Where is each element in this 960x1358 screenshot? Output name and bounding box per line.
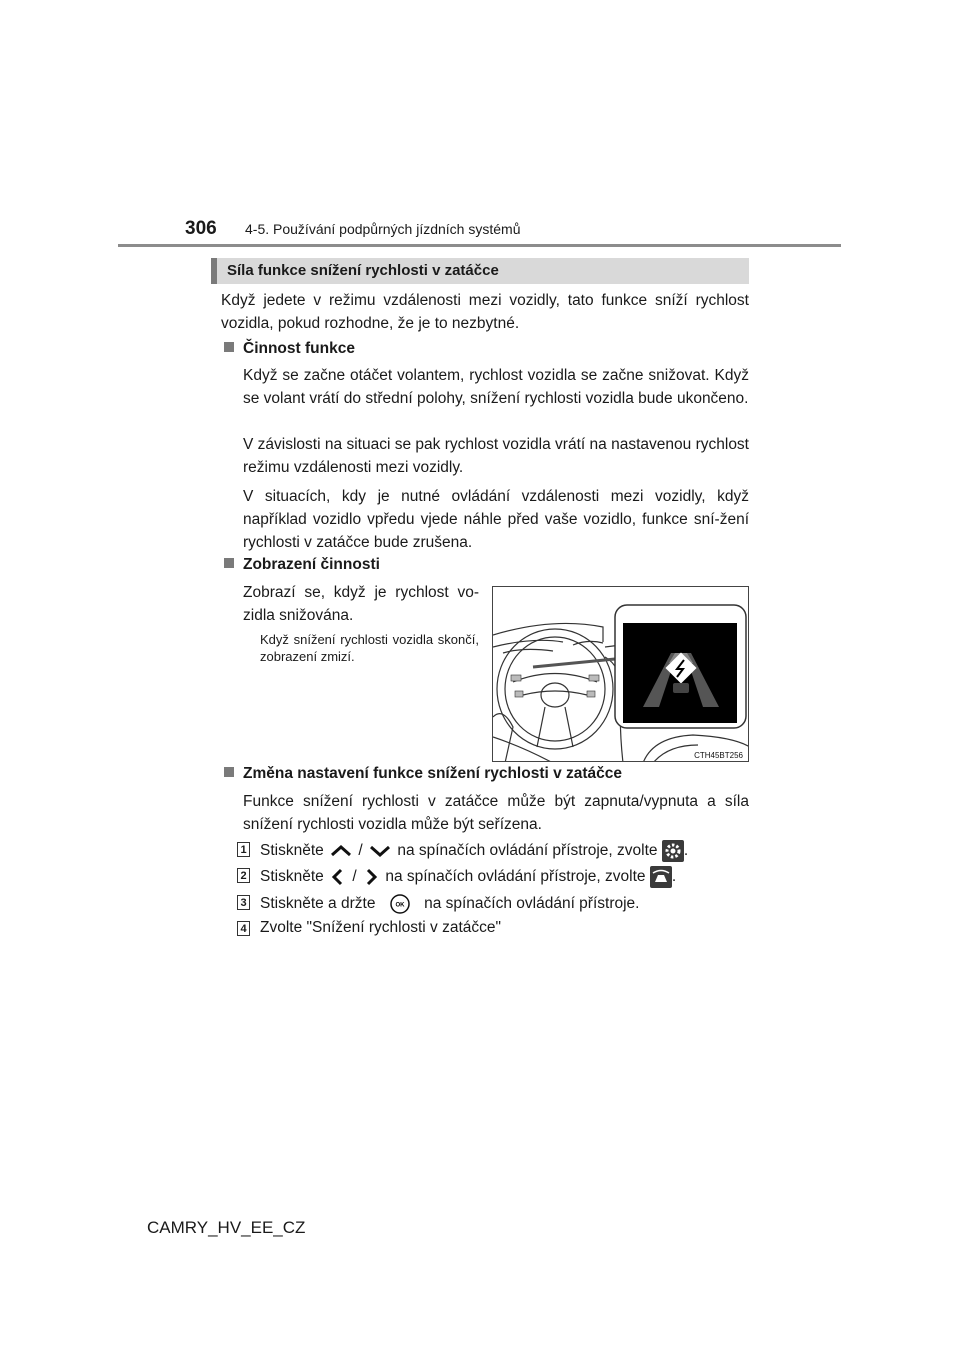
chevron-up-icon [328, 843, 354, 859]
svg-text:OK: OK [395, 902, 405, 909]
paragraph: Zobrazí se, když je rychlost vo-zidla snižována. [243, 584, 479, 624]
step-number: 3 [237, 895, 250, 910]
paragraph: V situacích, kdy je nutné ovládání vzdálenosti mezi vozidly, když například vozidlo vpředu vjede náhle před vaše vozidlo, funkce sní-žení rychlosti v zatáčce bude zrušena. [243, 488, 749, 551]
section-heading-text: Síla funkce snížení rychlosti v zatáčce [227, 262, 499, 279]
bullet-square-icon [224, 767, 234, 777]
paragraph: Funkce snížení rychlosti v zatáčce může být zapnuta/vypnuta a síla snížení rychlosti vozidla může být seřízena. [243, 793, 749, 833]
subheading-settings: Změna nastavení funkce snížení rychlosti v zatáčce [224, 765, 622, 783]
step-number: 2 [237, 868, 250, 883]
chevron-right-icon [361, 867, 381, 887]
chevron-down-icon [367, 843, 393, 859]
subheading-operation: Činnost funkce [224, 340, 355, 358]
page-number: 306 [185, 218, 217, 239]
paragraph: V závislosti na situaci se pak rychlost vozidla vrátí na nastavenou rychlost režimu vzdálenosti mezi vozidly. [243, 436, 749, 476]
paragraph: Když se začne otáčet volantem, rychlost vozidla se začne snižovat. Když se volant vrátí do střední polohy, snížení rychlosti vozidla bude ukončeno. [243, 367, 749, 407]
figure-code: CTH45BT256 [694, 751, 743, 760]
ok-button-icon [380, 893, 420, 915]
intro-paragraph: Když jedete v režimu vzdálenosti mezi vozidly, tato funkce sníží rychlost vozidla, pokud rozhodne, že je to nezbytné. [221, 292, 749, 332]
gear-icon [662, 840, 684, 862]
step-text: Zvolte "Snížení rychlosti v zatáčce" [260, 919, 502, 936]
bullet-square-icon [224, 558, 234, 568]
bullet-square-icon [224, 342, 234, 352]
dashboard-illustration [492, 586, 749, 762]
chevron-left-icon [328, 867, 348, 887]
car-assist-icon [650, 866, 672, 888]
note-text: Když snížení rychlosti vozidla skončí, zobrazení zmizí. [260, 632, 479, 664]
header-divider [118, 244, 841, 247]
step-number: 1 [237, 842, 250, 857]
subheading-display: Zobrazení činnosti [224, 556, 380, 574]
footer-model-code: CAMRY_HV_EE_CZ [147, 1218, 306, 1237]
section-heading [211, 258, 749, 284]
step-number: 4 [237, 921, 250, 936]
section-title: 4-5. Používání podpůrných jízdních systémů [245, 221, 521, 237]
